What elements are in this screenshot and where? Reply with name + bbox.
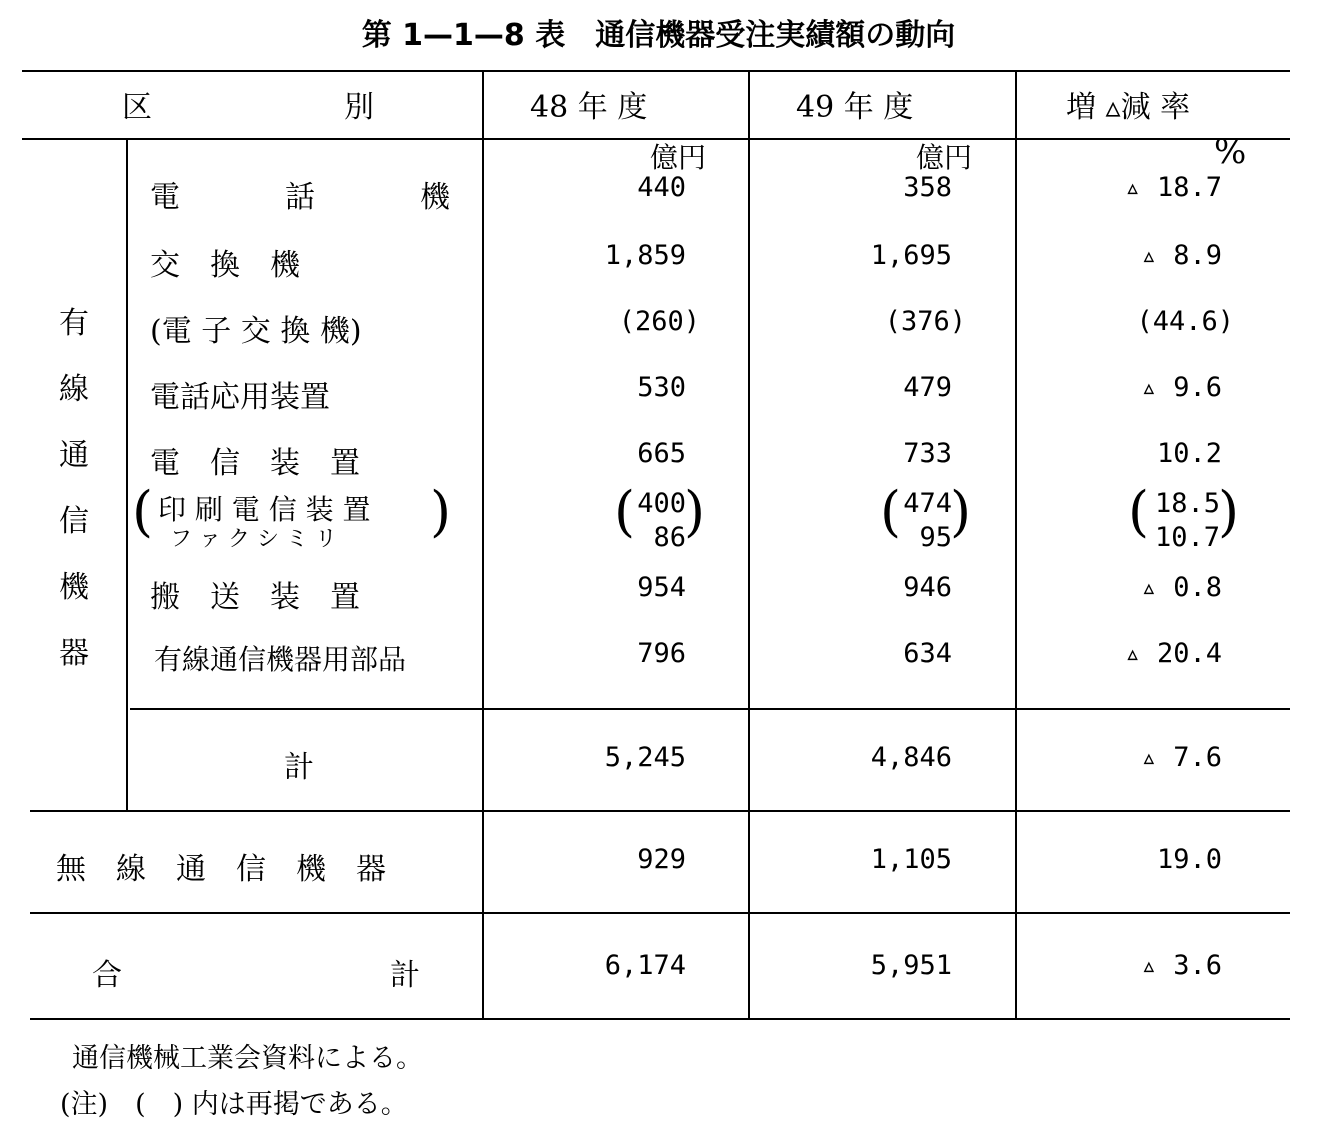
subtotal-fy48: 5,245 <box>604 742 686 773</box>
row-change: 10.2 <box>1156 438 1222 469</box>
row-label: フ ァ ク シ ミ リ <box>170 527 337 552</box>
row-label: 交 換 機 <box>150 248 300 283</box>
row-fy48: 530 <box>637 372 686 403</box>
col-divider-1 <box>482 70 484 1018</box>
top-rule <box>22 70 1290 72</box>
row-change: ▵ 18.7 <box>1124 172 1222 203</box>
subtotal-rule <box>130 708 1290 710</box>
bracket-open: ( <box>880 480 902 543</box>
header-change-rate: 増 ▵減 率 <box>1066 90 1191 125</box>
row-fy49: 634 <box>903 638 952 669</box>
wired-group-char: 器 <box>59 636 89 671</box>
row-fy48: 796 <box>637 638 686 669</box>
header-category-left: 区 <box>122 90 152 125</box>
row-change: 18.5 <box>1154 488 1220 519</box>
total-fy49: 5,951 <box>870 950 952 981</box>
row-fy49: 1,695 <box>870 240 952 271</box>
bracket-close: ) <box>950 480 972 543</box>
wireless-label: 無 線 通 信 機 器 <box>56 852 386 887</box>
wireless-bottom-rule <box>30 912 1290 914</box>
row-fy49: 733 <box>903 438 952 469</box>
total-fy48: 6,174 <box>604 950 686 981</box>
subtotal-change: ▵ 7.6 <box>1140 742 1222 773</box>
row-fy48: 954 <box>637 572 686 603</box>
bracket-open: ( <box>1128 480 1150 543</box>
bottom-rule <box>30 1018 1290 1020</box>
wired-group-char: 通 <box>59 438 89 473</box>
wired-group-char: 機 <box>59 570 89 605</box>
row-fy48: 1,859 <box>604 240 686 271</box>
unit-fy49: 億円 <box>916 141 973 174</box>
row-label: 搬 送 装 置 <box>150 580 360 615</box>
row-fy49: 358 <box>903 172 952 203</box>
row-fy49: (376) <box>884 306 966 337</box>
wired-group-char: 有 <box>59 306 89 341</box>
subtotal-fy49: 4,846 <box>870 742 952 773</box>
header-category-right: 別 <box>344 90 374 125</box>
unit-change: % <box>1214 132 1247 172</box>
bracket-open: ( <box>614 480 636 543</box>
row-fy48: 400 <box>637 488 686 519</box>
row-change: ▵ 20.4 <box>1124 638 1222 669</box>
row-label: (電 子 交 換 機) <box>150 314 362 349</box>
footnote: (注) ( ) 内は再掲である。 <box>60 1089 408 1120</box>
subtotal-label: 計 <box>284 750 314 785</box>
bracket-close: ) <box>430 480 452 543</box>
row-label: 有線通信機器用部品 <box>154 643 407 676</box>
row-change: ▵ 9.6 <box>1140 372 1222 403</box>
row-label: 印 刷 電 信 装 置 <box>158 493 371 526</box>
row-fy49: 479 <box>903 372 952 403</box>
wireless-fy48: 929 <box>637 844 686 875</box>
row-fy48: (260) <box>618 306 700 337</box>
wireless-change: 19.0 <box>1156 844 1222 875</box>
row-change: (44.6) <box>1136 306 1234 337</box>
bracket-close: ) <box>684 480 706 543</box>
header-fy48: 48 年 度 <box>530 90 648 125</box>
row-fy49: 946 <box>903 572 952 603</box>
wired-group-char: 線 <box>59 372 89 407</box>
total-label-left: 合 <box>92 958 122 993</box>
table-title: 第 1—1—8 表 通信機器受注実績額の動向 <box>361 18 956 53</box>
row-fy48: 665 <box>637 438 686 469</box>
total-change: ▵ 3.6 <box>1140 950 1222 981</box>
row-change: 10.7 <box>1154 522 1220 553</box>
row-label: 電 信 装 置 <box>150 446 360 481</box>
wired-group-char: 信 <box>59 504 89 539</box>
group-divider <box>126 140 128 810</box>
row-fy49: 95 <box>919 522 952 553</box>
total-label-right: 計 <box>390 958 420 993</box>
col-divider-2 <box>748 70 750 1018</box>
bracket-close: ) <box>1218 480 1240 543</box>
source-note: 通信機械工業会資料による。 <box>72 1043 423 1074</box>
header-fy49: 49 年 度 <box>796 90 914 125</box>
row-change: ▵ 8.9 <box>1140 240 1222 271</box>
row-label: 電話応用装置 <box>150 380 330 415</box>
row-label: 電 話 機 <box>150 180 450 215</box>
wireless-fy49: 1,105 <box>870 844 952 875</box>
row-fy48: 86 <box>653 522 686 553</box>
unit-fy48: 億円 <box>650 141 707 174</box>
col-divider-3 <box>1015 70 1017 1018</box>
row-fy49: 474 <box>903 488 952 519</box>
row-fy48: 440 <box>637 172 686 203</box>
wired-bottom-rule <box>30 810 1290 812</box>
bracket-open: ( <box>132 480 154 543</box>
row-change: ▵ 0.8 <box>1140 572 1222 603</box>
